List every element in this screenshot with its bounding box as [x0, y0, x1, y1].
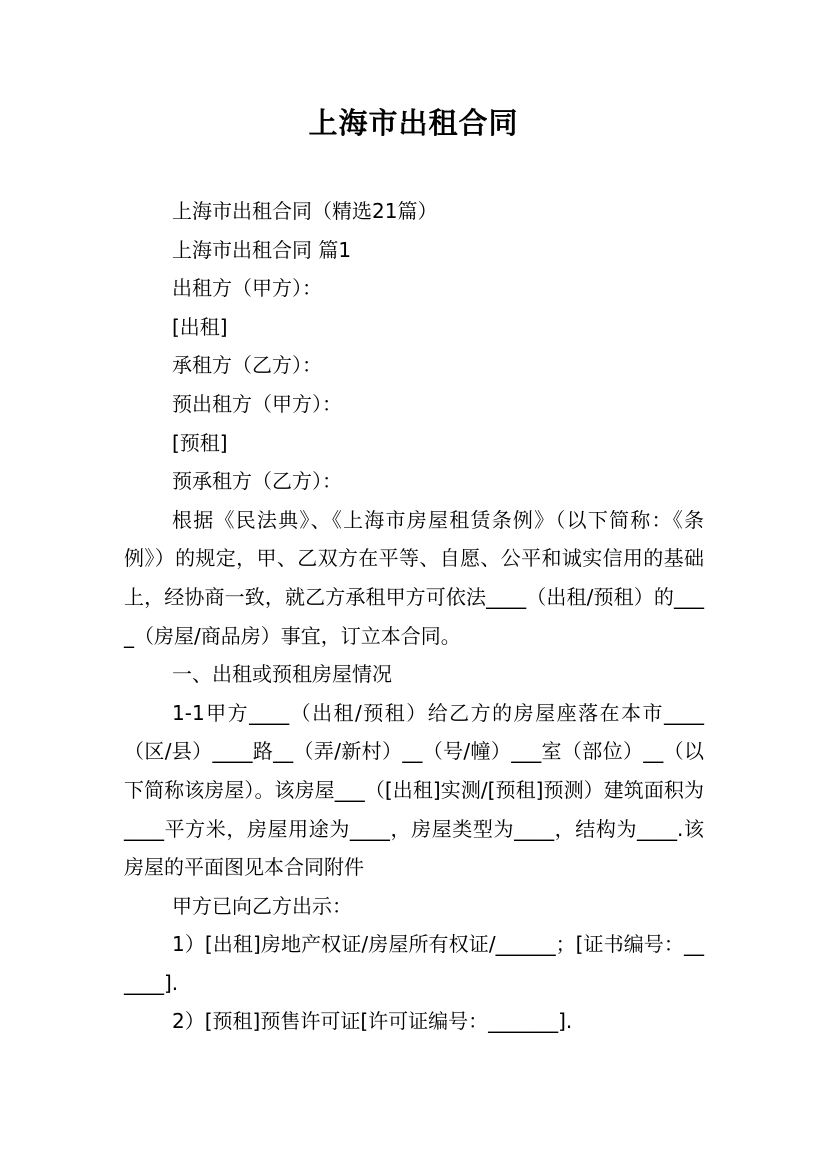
- document-body: [124, 192, 704, 1041]
- paragraph-section-heading: 上海市出租合同 篇1: [172, 237, 352, 262]
- paragraph-rent-tag: [出租]: [172, 314, 228, 339]
- paragraph-pre-lessee: 预承租方（乙方）：: [172, 469, 342, 494]
- paragraph-chapter-one: 一、出租或预租房屋情况: [172, 662, 392, 687]
- paragraph-preamble: 根据《民法典》、《上海市房屋租赁条例》（以下简称：《条例》）的规定，甲、乙双方在平等、自愿、公平和诚实信用的基础上，经协商一致，就乙方承租甲方可依法____（出租/预租）的____（房屋/商品房）事宜，订立本合同。: [124, 507, 704, 648]
- paragraph-pre-lessor: 预出租方（甲方）：: [172, 391, 342, 416]
- paragraph-prerent-tag: [预租]: [172, 430, 228, 455]
- paragraph-item-1: 1）[出租]房地产权证/房屋所有权证/______；[证书编号：______].: [124, 932, 704, 995]
- paragraph-lessor: 出租方（甲方）：: [172, 276, 322, 301]
- paragraph-lessee: 承租方（乙方）：: [172, 353, 322, 378]
- paragraph-subtitle: 上海市出租合同（精选21篇）: [172, 199, 438, 223]
- paragraph-clause-1-1: 1-1甲方____（出租/预租）给乙方的房屋座落在本市____（区/县）____路__（弄/新村）__（号/幢）___室（部位）__（以下简称该房屋）。该房屋___（[出租]实测/[预租]预测）建筑面积为____平方米，房屋用途为____，房屋类型为____，结构为____.该房屋的平面图见本合同附件: [124, 700, 704, 880]
- document-title: 上海市出租合同: [308, 106, 519, 140]
- paragraph-item-2: 2）[预租]预售许可证[许可证编号：_______].: [172, 1009, 573, 1034]
- paragraph-shown-to-lessee: 甲方已向乙方出示：: [172, 893, 352, 918]
